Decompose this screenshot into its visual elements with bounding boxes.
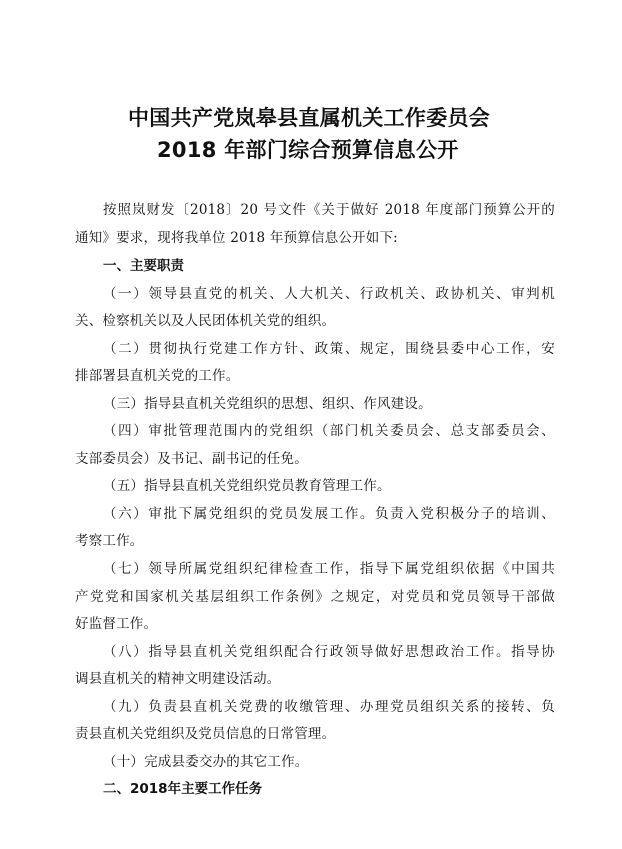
duty-9-line-1: （九）负责县直机关党费的收缴管理、办理党员组织关系的接转、负 xyxy=(103,699,555,715)
duty-2-line-1: （二）贯彻执行党建工作方针、政策、规定，围绕县委中心工作，安 xyxy=(103,341,555,357)
duty-5-line-1: （五）指导县直机关党组织党员教育管理工作。 xyxy=(103,478,391,494)
section-heading-duties: 一、主要职责 xyxy=(103,258,184,274)
duty-7-line-1: （七）领导所属党组织纪律检查工作，指导下属党组织依据《中国共 xyxy=(103,561,555,577)
duty-6-line-2: 考察工作。 xyxy=(75,533,144,549)
duty-8-line-2: 调县直机关的精神文明建设活动。 xyxy=(75,671,281,687)
document-title-line2: 2018 年部门综合预算信息公开 xyxy=(157,138,459,162)
duty-4-line-1: （四）审批管理范围内的党组织（部门机关委员会、总支部委员会、 xyxy=(103,423,555,439)
duty-4-line-2: 支部委员会）及书记、副书记的任免。 xyxy=(75,451,308,467)
duty-1-line-2: 关、检察机关以及人民团体机关党的组织。 xyxy=(75,313,336,329)
duty-3-line-1: （三）指导县直机关党组织的思想、组织、作风建设。 xyxy=(103,396,432,412)
document-title-line1: 中国共产党岚皋县直属机关工作委员会 xyxy=(128,106,491,130)
duty-9-line-2: 责县直机关党组织及党员信息的日常管理。 xyxy=(75,726,336,742)
intro-line-1: 按照岚财发〔2018〕20 号文件《关于做好 2018 年度部门预算公开的 xyxy=(103,202,555,218)
duty-2-line-2: 排部署县直机关党的工作。 xyxy=(75,368,240,384)
intro-line-2: 通知》要求，现将我单位 2018 年预算信息公开如下: xyxy=(75,230,398,246)
duty-6-line-1: （六）审批下属党组织的党员发展工作。负责入党积极分子的培训、 xyxy=(103,506,555,522)
duty-7-line-2: 产党党和国家机关基层组织工作条例》之规定，对党员和党员领导干部做 xyxy=(75,589,555,605)
duty-10-line-1: （十）完成县委交办的其它工作。 xyxy=(103,754,309,770)
section-heading-tasks: 二、2018年主要工作任务 xyxy=(103,781,263,797)
duty-1-line-1: （一）领导县直党的机关、人大机关、行政机关、政协机关、审判机 xyxy=(103,286,555,302)
duty-7-line-3: 好监督工作。 xyxy=(75,616,158,632)
duty-8-line-1: （八）指导县直机关党组织配合行政领导做好思想政治工作。指导协 xyxy=(103,644,555,660)
